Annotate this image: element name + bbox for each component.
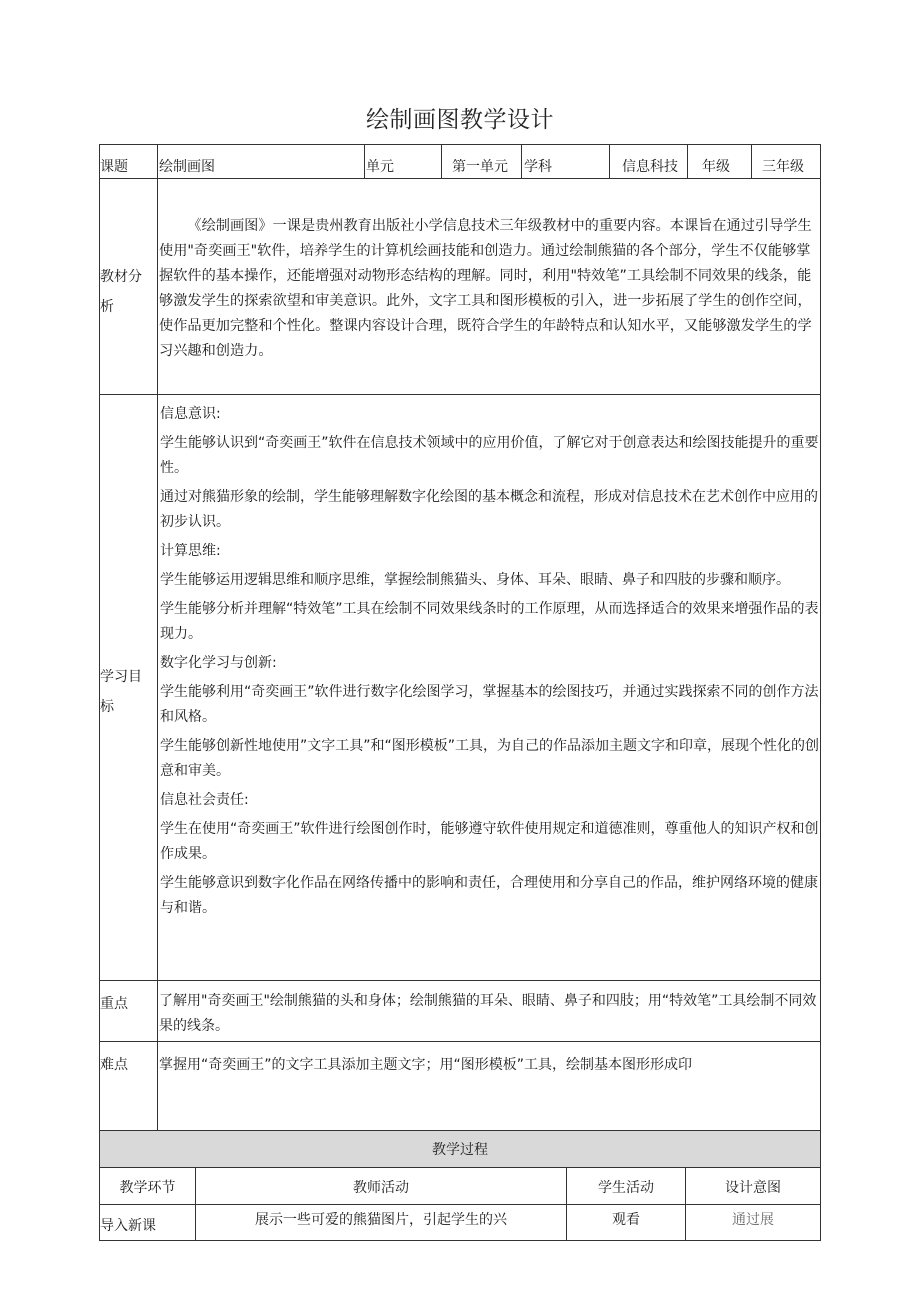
border-header-bottom (99, 178, 821, 179)
border-label-column (157, 144, 158, 1130)
border-header-div (751, 144, 752, 178)
objective-item: 通过对熊猫形象的绘制，学生能够理解数字化绘图的基本概念和流程，形成对信息技术在艺术创作中应用的初步认识。 (160, 489, 818, 530)
process-title: 教学过程 (432, 1142, 488, 1158)
unit-value: 第一单元 (452, 159, 508, 175)
objectives-list (160, 402, 820, 925)
subject-value: 信息科技 (622, 159, 678, 175)
grade-label: 年级 (702, 159, 730, 175)
border-process-div (566, 1167, 567, 1240)
border-header-div (441, 144, 442, 178)
border-header-div (687, 144, 688, 178)
analysis-label: 教材分析 (100, 269, 142, 315)
border-analysis-bottom (99, 394, 821, 395)
page-title: 绘制画图教学设计 (366, 107, 554, 133)
process-col-stage: 教学环节 (119, 1180, 176, 1196)
objective-heading-info: 信息意识: (160, 406, 221, 422)
process-col-teacher: 教师活动 (353, 1180, 409, 1196)
difficulties-text: 掌握用“奇奕画王”的文字工具添加主题文字；用“图形模板”工具，绘制基本图形形成印 (159, 1057, 693, 1073)
border-header-div (364, 144, 365, 178)
border-difficulties-bottom (99, 1130, 821, 1131)
border-process-title-bottom (99, 1167, 821, 1168)
objective-item: 学生能够意识到数字化作品在网络传播中的影响和责任，合理使用和分享自己的作品，维护网络环境的健康与和谐。 (160, 875, 818, 916)
objective-heading-computing: 计算思维: (160, 543, 221, 559)
border-objectives-bottom (99, 980, 821, 981)
border-process-div (195, 1167, 196, 1240)
border-right (820, 144, 821, 1241)
process-row-student: 观看 (612, 1212, 640, 1228)
difficulties-label: 难点 (100, 1057, 128, 1073)
border-left (99, 144, 100, 1241)
key-points-text: 了解用"奇奕画王"绘制熊猫的头和身体；绘制熊猫的耳朵、眼睛、鼻子和四肢；用“特效笔”工具绘制不同效果的线条。 (159, 993, 817, 1034)
border-process-header-bottom (99, 1204, 821, 1205)
objective-item: 学生能够分析并理解“特效笔”工具在绘制不同效果线条时的工作原理，从而选择适合的效果来增强作品的表现力。 (160, 601, 819, 642)
border-header-div (521, 144, 522, 178)
objective-item: 学生能够创新性地使用”文字工具”和“图形模板”工具，为自己的作品添加主题文字和印章，展现个性化的创意和审美。 (160, 738, 820, 779)
process-row-stage: 导入新课 (100, 1218, 156, 1234)
course-value: 绘制画图 (159, 159, 215, 175)
objective-heading-responsibility: 信息社会责任: (160, 792, 249, 808)
border-process-div (685, 1167, 686, 1240)
border-bottom (99, 1240, 821, 1241)
process-col-student: 学生活动 (598, 1180, 654, 1196)
unit-label: 单元 (366, 159, 394, 175)
objective-item: 学生能够利用“奇奕画王”软件进行数字化绘图学习，掌握基本的绘图技巧，并通过实践探索不同的创作方法和风格。 (160, 684, 819, 725)
key-points-label: 重点 (100, 996, 128, 1012)
grade-value: 三年级 (762, 159, 804, 175)
objective-item: 学生能够认识到“奇奕画王”软件在信息技术领域中的应用价值，了解它对于创意表达和绘图技能提升的重要性。 (160, 435, 819, 476)
objective-item: 学生能够运用逻辑思维和顺序思维，掌握绘制熊猫头、身体、耳朵、眼睛、鼻子和四肢的步骤和顺序。 (160, 572, 790, 588)
border-top (99, 144, 821, 145)
process-row-teacher: 展示一些可爱的熊猫图片，引起学生的兴 (255, 1212, 507, 1228)
subject-label: 学科 (524, 159, 552, 175)
process-row-intent: 通过展 (732, 1212, 774, 1228)
objective-heading-innovation: 数字化学习与创新: (160, 655, 277, 671)
border-header-div (609, 144, 610, 178)
border-keypoints-bottom (99, 1041, 821, 1042)
objectives-label: 学习目标 (100, 669, 142, 715)
objective-item: 学生在使用“奇奕画王”软件进行绘图创作时，能够遵守软件使用规定和道德准则，尊重他人的知识产权和创作成果。 (160, 821, 819, 862)
course-label: 课题 (100, 159, 128, 175)
analysis-text: 《绘制画图》一课是贵州教育出版社小学信息技术三年级教材中的重要内容。本课旨在通过引导学生使用"奇奕画王"软件，培养学生的计算机绘画技能和创造力。通过绘制熊猫的各个部分，学生不仅能够掌握软件的基本操作，还能增强对动物形态结构的理解。同时，利用"特效笔”工具绘制不同效果的线条，能够激发学生的探索欲望和审美意识。此外，文字工具和图形模板的引入，进一步拓展了学生的创作空间，使作品更加完整和个性化。整课内容设计合理，既符合学生的年龄特点和认知水平，又能够激发学生的学习兴趣和创造力。 (159, 218, 812, 359)
process-col-intent: 设计意图 (725, 1180, 781, 1196)
